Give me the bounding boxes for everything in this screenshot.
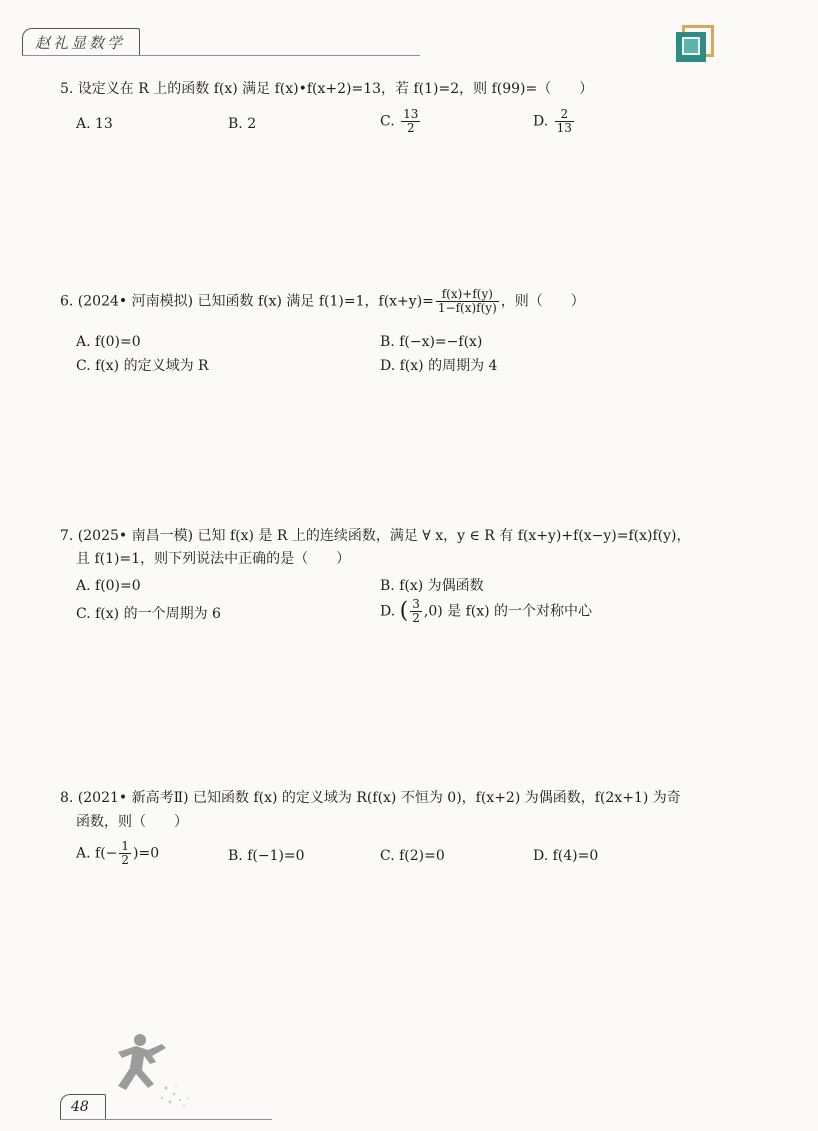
q7-option-c: C. f(x) 的一个周期为 6 bbox=[76, 606, 221, 622]
header-brand: 赵礼显数学 bbox=[35, 34, 126, 52]
q5-option-b: B. 2 bbox=[228, 116, 257, 132]
page-number: 48 bbox=[71, 1099, 89, 1115]
q6-option-c: C. f(x) 的定义域为 R bbox=[76, 358, 209, 374]
q8-line2: 函数，则（ ） bbox=[76, 814, 188, 830]
page-number-tab bbox=[60, 1094, 106, 1120]
q5-option-c bbox=[380, 108, 422, 135]
q8-option-b: B. f(−1)=0 bbox=[228, 848, 305, 864]
q8-a-num: 1 bbox=[121, 839, 130, 853]
q5-option-a: A. 13 bbox=[76, 116, 113, 132]
q7-option-b: B. f(x) 为偶函数 bbox=[380, 578, 484, 594]
footer-rule bbox=[60, 1119, 272, 1120]
q8-line1: 8. (2021• 新高考Ⅱ) 已知函数 f(x) 的定义域为 R(f(x) 不恒为 0)，f(x+2) 为偶函数，f(2x+1) 为奇 bbox=[60, 790, 681, 806]
q8-option-c: C. f(2)=0 bbox=[380, 848, 445, 864]
q8-a-den: 2 bbox=[121, 853, 130, 867]
q6-frac-num: f(x)+f(y) bbox=[436, 288, 499, 302]
q6-fraction bbox=[436, 288, 499, 315]
q5-c-den: 2 bbox=[406, 121, 415, 135]
header-rule bbox=[22, 55, 420, 56]
corner-logo-icon bbox=[676, 25, 714, 63]
q5-d-den: 13 bbox=[556, 121, 572, 135]
q5-stem: 5. 设定义在 R 上的函数 f(x) 满足 f(x)•f(x+2)=13，若 f(1)=2，则 f(99)=（ ） bbox=[60, 81, 594, 97]
q8-a-pre: A. f(− bbox=[76, 845, 118, 862]
q5-c-num: 13 bbox=[403, 107, 419, 121]
q7-option-a: A. f(0)=0 bbox=[76, 578, 141, 594]
q7-d-den: 2 bbox=[412, 611, 420, 625]
q7-line2: 且 f(1)=1，则下列说法中正确的是（ ） bbox=[76, 551, 351, 567]
q7-d-fraction bbox=[410, 598, 422, 625]
q8-option-d: D. f(4)=0 bbox=[533, 848, 599, 864]
q7-d-num: 3 bbox=[412, 597, 420, 611]
q6-option-a: A. f(0)=0 bbox=[76, 334, 141, 350]
q8-option-a bbox=[76, 840, 159, 867]
q6-option-d: D. f(x) 的周期为 4 bbox=[380, 358, 498, 374]
q6-stem bbox=[60, 288, 585, 315]
q5-d-num: 2 bbox=[555, 108, 574, 122]
runner-illustration-icon bbox=[96, 1028, 196, 1113]
q5-option-c-label: C. bbox=[380, 113, 395, 130]
q6-option-b: B. f(−x)=−f(x) bbox=[380, 334, 483, 350]
q5-option-d bbox=[533, 108, 576, 135]
q5-option-d-label: D. bbox=[533, 113, 549, 130]
q7-d-post: ,0) 是 f(x) 的一个对称中心 bbox=[423, 603, 593, 620]
q7-line1: 7. (2025• 南昌一模) 已知 f(x) 是 R 上的连续函数，满足 ∀ x，y ∈ R 有 f(x+y)+f(x−y)=f(x)f(y)， bbox=[60, 528, 691, 544]
q6-stem-post: ，则（ ） bbox=[500, 293, 585, 310]
q5-option-c-fraction bbox=[401, 108, 420, 135]
q7-option-d: D. ( $\frac{3}{2}$ ,0) 是 f(x) 的一个对称中心 bbox=[380, 597, 593, 625]
q6-frac-den: 1−f(x)f(y) bbox=[437, 301, 497, 315]
q7-option-d-label: D. bbox=[380, 603, 396, 620]
header-brand-tab bbox=[22, 28, 140, 56]
q6-stem-pre: 6. (2024• 河南模拟) 已知函数 f(x) 满足 f(1)=1，f(x+y)= bbox=[60, 293, 434, 310]
q5-option-d-fraction bbox=[555, 108, 574, 135]
q8-a-post: )=0 bbox=[133, 845, 160, 862]
q8-a-fraction bbox=[119, 840, 131, 867]
